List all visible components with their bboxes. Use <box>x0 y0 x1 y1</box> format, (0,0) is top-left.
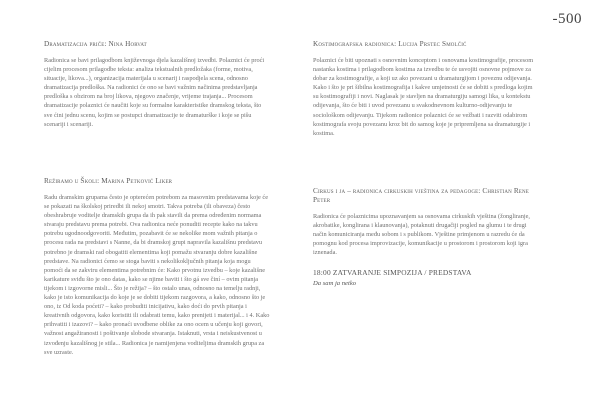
section-costume <box>313 40 539 138</box>
closing-event <box>313 268 539 288</box>
closing-title: 18:00 ZATVARANJE SIMPOZIJA / PREDSTAVA <box>313 268 472 277</box>
section-heading: Cirkus i ja – radionica cirkuskih vještina za pedagoge: Christian Rene Peter <box>313 187 529 204</box>
section-text: Radionica se bavi prilagodbom književnoga djela kazališnoj izvedbi. Polaznici će proći cijelim procesom prilagodbe teksta: analiza tekstualnih predložaka (forme, motiva, situacije, likova...), organizacija materijala u scenarij i raspodjela scena, odnosno dramatizacija predloška. Na radionici će ono se bavi važnim načinima predstavljanja predloška s obzirom na broj likova, njegovo značenje, vrijeme trajanja... Procesom dramatizacije polaznici će naučiti koje su formalne karakteristike dramskog teksta, što sve ćini jednu scenu, kojim se postupci dramatizacije te dramaturške i koje se pišu scenariji i scenariji. <box>44 57 265 128</box>
section-text: Polaznici će biti upoznati s osnovnim konceptom i osnovama kostimografije, procesom nastanka kostima i prilagodbom kostima za izvedbu te će usvojiti osnovne pojmove za dobar za kostimografije, a koji uz ako povezani u dramaturgijom i poveznu odijevanja. Kako i što je pri šibilna kostimografija i kakve umjetnosti će se dobiti s predloga kojim su kostimografiji i novi. Naglasak je stavljen na dramaturgiju samogi lika, u kontekstu odijevanja, što će biti i uvod povezanu u svakodnevnom kulturno-odijevanju te sociološkom odijevanju. Tijekom radionice polaznici će se vežbati i razviti odabirom kostimografa svoju povezanu kroz bit do samog koje je pripremljena sa dramaturgije i kostima. <box>313 57 534 137</box>
section-text: Radionica će polaznicima upoznavanjem sa osnovama cirkuskih vještina (žongliranje, akrobatike, konglirana i klaunovanja), potaknuti drugačiji pogled na glumu i te drugi način komuniciranja među sobom i s publikom. Vještine primjenom u razredu će da pomognu kod procesa improvizacije, komunikacije u prostorom i prostorom koji igra iznenada. <box>313 213 530 257</box>
closing-subtitle: Da sam ja netko <box>313 280 357 287</box>
section-text: Radu dramskim grupama često je opterećen potrebom za masovnim predstavama koje će se pokazati na školskoj priredbi ili nekoj smotri. Takva potreba (ili obaveza) često obeshrabruje voditelje dramskih grupa da ih pak stavili da prema određenim normama stvaraju predstavu prema potrebi. Ova radionica neće ponuditi recepte kako na takvu potrebu ugodnoodgovoriti. Međutim, pozabavit će se nekolike mom važnih pitanja o procesu rada na predstavi s Nanne, da bi dramskoj grupi napravila kazališnu predstavu potrebno je dramski rad obogatiti elementima koji pomažu stvaranju dobre kazališne predstave. Na radionici ćemo se stoga baviti s nekolikoključnih pitanja koja mogu pomoći da se zakviru elementima potrebnim će: Kako prvotnu izvedbu – koje kazališne karikature sviđu što je ono datas, kako se njime baviti i što gá sve činí – ovim pitanja tijekom i izgovorne misli... Što je režija? – što ostalo unas, odnosno na temelju radnji, kako je isto komunikacija do koje je se dobiti tijekom razgovora, a kako, odnosno što je ono, iz Od koda poćeti? – kako probuditi inicijativu, kako doći do prvih pitanja i kreativnih odgovora, kako koristiti ili odabrati temu, kako prenijeti i materijal... i 4. Kako prihvatiti i izazovi? – kako pronaći uvodbene oblike za ono ocem u učenju koji govori, važnost angažiranosti i poštivanje slobode stvaranja. Istaknuti, vrsta i neiskustvenost u izvođenju kazališnog je stila... Radionica je namijenjena voditeljima dramskih grupa za sve uzraste. <box>44 194 270 356</box>
section-heading: Dramatizacija priče: Nina Horvat <box>44 40 147 48</box>
section-heading: Režiramo u Školi: Marina Petković Liker <box>44 177 173 185</box>
section-directing <box>44 177 270 357</box>
section-circus <box>313 187 539 257</box>
section-dramatization <box>44 40 270 129</box>
page-number: -500 <box>552 11 582 27</box>
section-heading: Kostimografska radionica: Lucija Prstec Smolčić <box>313 40 467 48</box>
